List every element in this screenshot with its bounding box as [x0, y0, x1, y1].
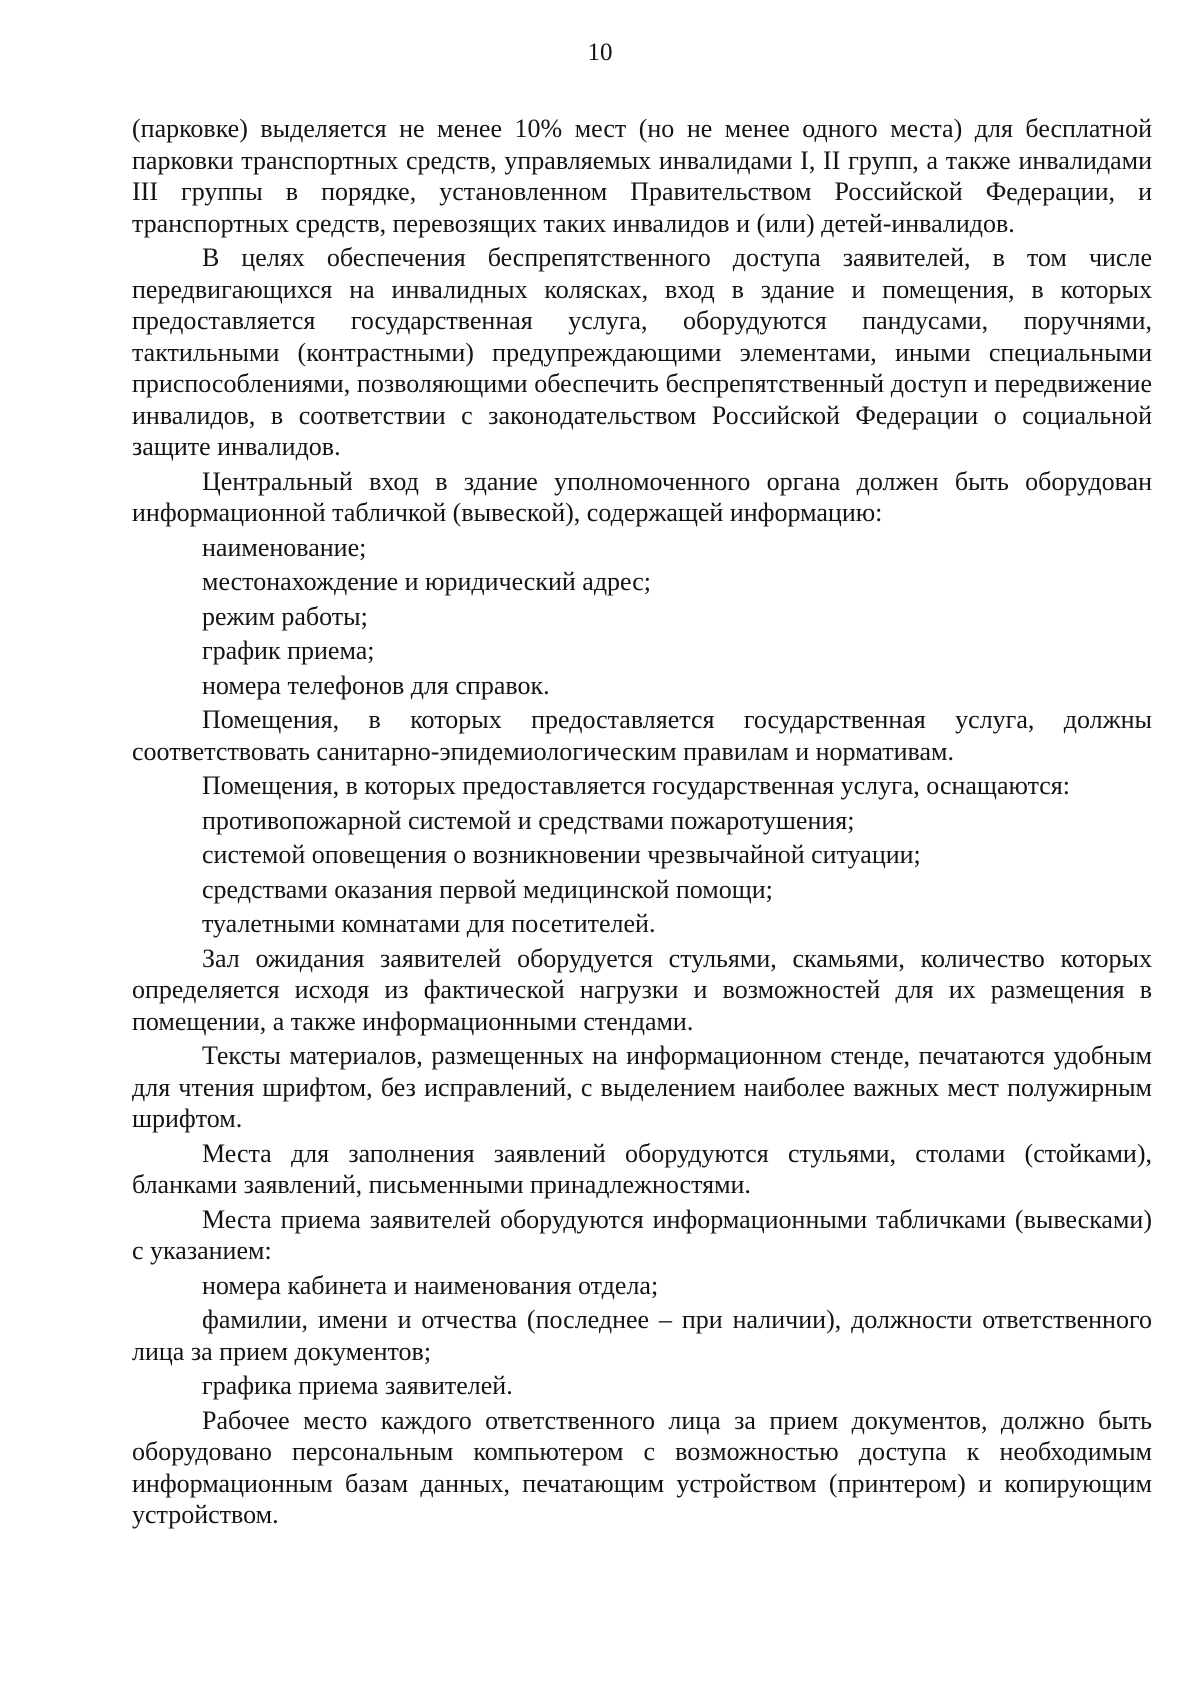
- paragraph: Помещения, в которых предоставляется государственная услуга, должны соответствовать санитарно-эпидемиологическим правилам и нормативам.: [132, 705, 1152, 766]
- list-item: режим работы;: [202, 601, 368, 631]
- list-item: номера кабинета и наименования отдела;: [202, 1270, 659, 1300]
- paragraph: Места для заполнения заявлений оборудуются стульями, столами (стойками), бланками заявлений, письменными принадлежностями.: [132, 1138, 1152, 1199]
- list-item: график приема;: [202, 636, 375, 665]
- document-body: [132, 110, 1152, 1531]
- list-item: наименование;: [202, 532, 367, 562]
- list-item: графика приема заявителей.: [202, 1371, 513, 1400]
- paragraph: В целях обеспечения беспрепятственного доступа заявителей, в том числе передвигающихся на инвалидных колясках, вход в здание и помещения, в которых предоставляется государственная услуга, оборудуются пандусами, поручнями, тактильными (контрастными) предупреждающими элементами, иными специальными приспособлениями, позволяющими обеспечить беспрепятственный доступ и передвижение инвалидов, в соответствии с законодательством Российской Федерации о социальной защите инвалидов.: [132, 243, 1152, 461]
- paragraph: Места приема заявителей оборудуются информационными табличками (вывесками) с указанием:: [132, 1204, 1152, 1265]
- paragraph: Тексты материалов, размещенных на информационном стенде, печатаются удобным для чтения шрифтом, без исправлений, с выделением наиболее важных мест полужирным шрифтом.: [132, 1041, 1152, 1133]
- list-item: противопожарной системой и средствами пожаротушения;: [202, 805, 855, 835]
- list-item: местонахождение и юридический адрес;: [202, 567, 651, 596]
- paragraph: Рабочее место каждого ответственного лица за прием документов, должно быть оборудовано персональным компьютером с возможностью доступа к необходимым информационным базам данных, печатающим устройством (принтером) и копирующим устройством.: [132, 1405, 1152, 1529]
- paragraph: Помещения, в которых предоставляется государственная услуга, оснащаются:: [202, 771, 1070, 800]
- paragraph: Зал ожидания заявителей оборудуется стульями, скамьями, количество которых определяется исходя из фактической нагрузки и возможностей для их размещения в помещении, а также информационными стендами.: [132, 943, 1152, 1036]
- paragraph: фамилии, имени и отчества (последнее – при наличии), должности ответственного лица за прием документов;: [132, 1305, 1152, 1366]
- list-item: системой оповещения о возникновении чрезвычайной ситуации;: [202, 840, 921, 869]
- page-number: 10: [587, 39, 613, 66]
- list-item: туалетными комнатами для посетителей.: [202, 909, 656, 938]
- paragraph: (парковке) выделяется не менее 10% мест (но не менее одного места) для бесплатной парковки транспортных средств, управляемых инвалидами I, II групп, а также инвалидами III группы в порядке, установленном Правительством Российской Федерации, и транспортных средств, перевозящих таких инвалидов и (или) детей-инвалидов.: [132, 114, 1152, 238]
- list-item: средствами оказания первой медицинской помощи;: [202, 874, 773, 904]
- paragraph: Центральный вход в здание уполномоченного органа должен быть оборудован информационной табличкой (вывеской), содержащей информацию:: [132, 466, 1152, 527]
- list-item: номера телефонов для справок.: [202, 670, 550, 700]
